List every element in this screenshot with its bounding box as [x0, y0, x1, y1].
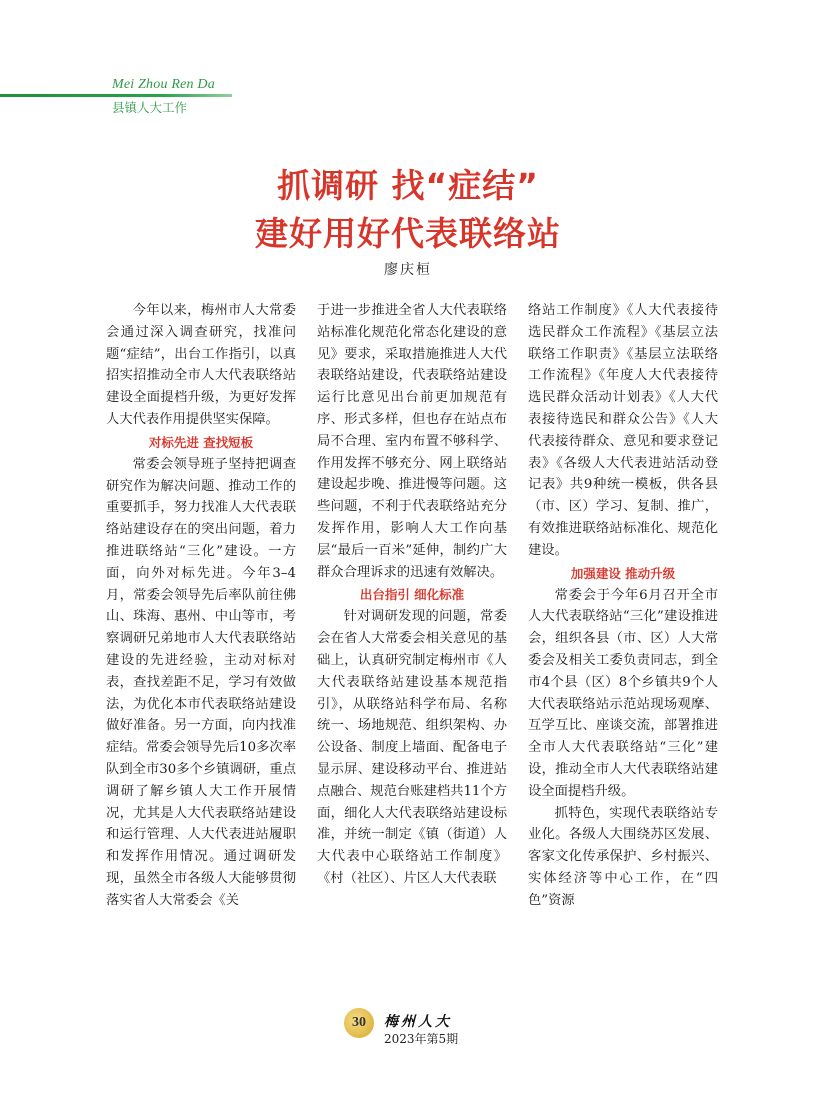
magazine-name: 梅州人大	[384, 1014, 452, 1030]
paragraph: 络站工作制度》《人大代表接待选民群众工作流程》《基层立法联络工作职责》《基层立法联络工作流程》《年度人大代表接待选民群众活动计划表》《人大代表接待选民和群众公告》《人大代表接待群众、意见和要求登记表》《各级人大代表进站活动登记表》共9种统一模板，供各县（市、区）学习、复制、推广，有效推进联络站标准化、规范化建设。	[528, 303, 718, 558]
page-number: 30	[344, 1008, 374, 1038]
header-brand: Mei Zhou Ren Da	[112, 77, 215, 92]
column-1	[106, 300, 296, 912]
paragraph: 常委会于今年6月召开全市人大代表联络站“三化”建设推进会，组织各县（市、区）人大常委会及相关工委负责同志，到全市4个县（区）8个乡镇共9个人大代表联络站示范站现场观摩、互学互比、座谈交流，部署推进全市人大代表联络站“三化”建设，推动全市人大代表联络站建设全面提档升级。	[528, 587, 718, 799]
paragraph: 针对调研发现的问题，常委会在省人大常委会相关意见的基础上，认真研究制定梅州市《人大代表联络站建设基本规范指引》，从联络站科学布局、名称统一、场地规范、组织架构、办公设备、制度上墙面、配备电子显示屏、建设移动平台、推进站点融合、规范台账建档共11个方面，细化人大代表联络站建设标准，并统一制定《镇（街道）人大代表中心联络站工作制度》《村（社区）、片区人大代表联	[317, 609, 507, 886]
paragraph: 抓特色，实现代表联络站专业化。各级人大围绕苏区发展、客家文化传承保护、乡村振兴、实体经济等中心工作，在“四色”资源	[528, 805, 718, 908]
page-footer	[344, 1008, 484, 1052]
paragraph: 于进一步推进全省人大代表联络站标准化规范化常态化建设的意见》要求，采取措施推进人大代表联络站建设，代表联络站建设运行比意见出台前更加规范有序、形式多样，但也存在站点布局不合理、室内布置不够科学、作用发挥不够充分、网上联络站建设起步晚、推进慢等问题。这些问题，不利于代表联络站充分发挥作用，影响人大工作向基层“最后一百米”延伸，制约广大群众合理诉求的迅速有效解决。	[317, 303, 507, 580]
article-title-line-2: 建好用好代表联络站	[255, 214, 561, 253]
issue-label: 2023年第5期	[384, 1032, 459, 1046]
header-rule	[0, 94, 232, 97]
section-heading: 加强建设 推动升级	[570, 565, 676, 581]
paragraph: 今年以来，梅州市人大常委会通过深入调查研究，找准问题“症结”，出台工作指引，以真招实招推动全市人大代表联络站建设全面提档升级，为更好发挥人大代表作用提供坚实保障。	[106, 303, 296, 427]
author: 廖庆桓	[384, 262, 432, 278]
article-title-line-1: 抓调研 找“症结”	[277, 166, 539, 205]
section-heading: 对标先进 查找短板	[148, 434, 254, 450]
section-heading: 出台指引 细化标准	[359, 587, 465, 603]
section-label: 县镇人大工作	[112, 100, 188, 115]
column-3	[528, 300, 718, 912]
paragraph: 常委会领导班子坚持把调查研究作为解决问题、推动工作的重要抓手，努力找准人大代表联络站建设存在的突出问题，着力推进联络站“三化”建设。一方面，向外对标先进。今年3–4月，常委会领导先后率队前往佛山、珠海、惠州、中山等市，考察调研兄弟地市人大代表联络站建设的先进经验，主动对标对表，查找差距不足，学习有效做法，为优化本市代表联络站建设做好准备。另一方面，向内找准症结。常委会领导先后10多次率队到全市30多个乡镇调研，重点调研了解乡镇人大工作开展情况，尤其是人大代表联络站建设和运行管理、人大代表进站履职和发挥作用情况。通过调研发现，虽然全市各级人大能够贯彻落实省人大常委会《关	[106, 456, 296, 908]
column-2	[317, 300, 507, 890]
